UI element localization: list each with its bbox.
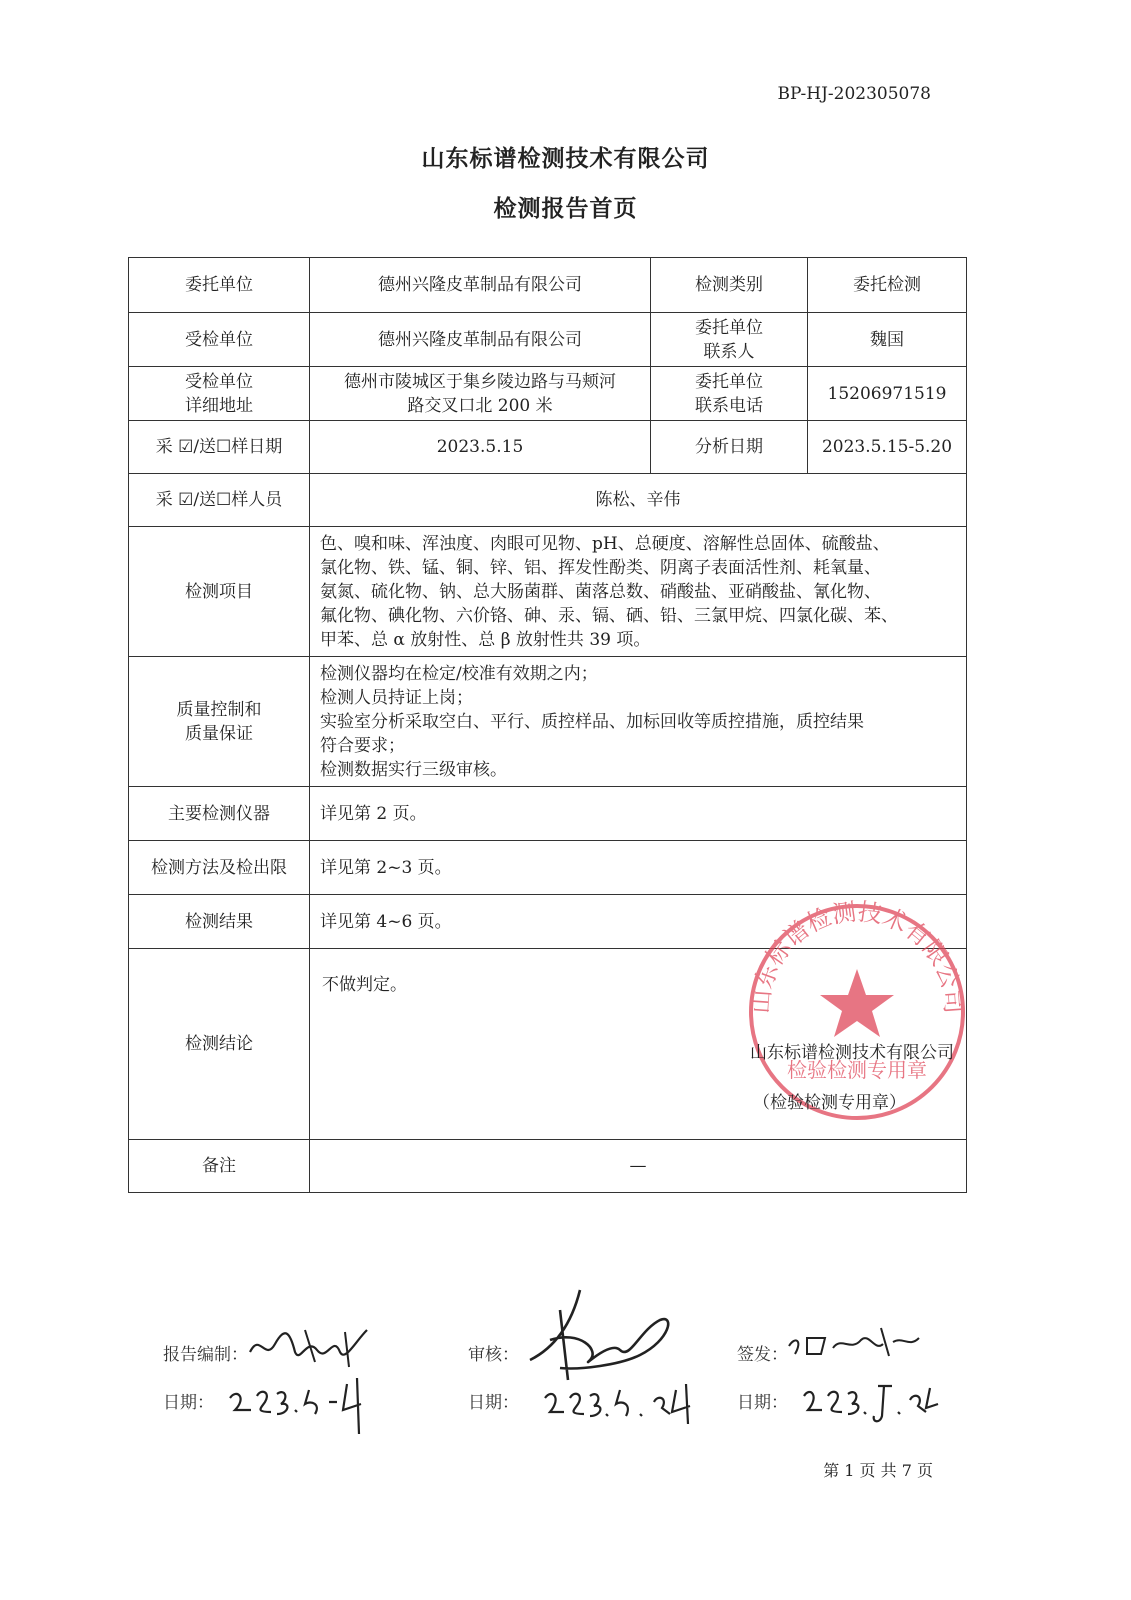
qc-label-line1: 质量控制和	[176, 699, 262, 720]
address-label	[129, 367, 310, 421]
analysis-date-label: 分析日期	[651, 421, 808, 474]
items-line: 氯化物、铁、锰、铜、锌、铝、挥发性酚类、阴离子表面活性剂、耗氧量、	[320, 557, 881, 578]
contact-label-line2: 联系人	[703, 341, 755, 362]
remarks-value: —	[310, 1140, 967, 1193]
address-line1: 德州市陵城区于集乡陵边路与马颊河	[344, 371, 616, 392]
analysis-date-value: 2023.5.15-5.20	[808, 421, 967, 474]
compiler-label: 报告编制：	[163, 1345, 248, 1365]
test-type-value: 委托检测	[808, 258, 967, 313]
reviewer-date-handwriting-icon	[540, 1372, 700, 1432]
items-line: 氟化物、碘化物、六价铬、砷、汞、镉、硒、铅、三氯甲烷、四氯化碳、苯、	[320, 605, 898, 626]
qc-value	[310, 657, 967, 787]
issuer-label: 签发：	[737, 1345, 788, 1365]
seal-company-text: 山东标谱检测技术有限公司	[750, 1043, 954, 1063]
inspected-unit-label: 受检单位	[129, 313, 310, 367]
instruments-value: 详见第 2 页。	[310, 787, 967, 841]
qc-label-line2: 质量保证	[185, 723, 253, 744]
client-label: 委托单位	[129, 258, 310, 313]
inspected-unit-value: 德州兴隆皮革制品有限公司	[310, 313, 651, 367]
table-row	[129, 657, 967, 787]
compiler-signature-icon	[245, 1322, 375, 1372]
seal-note-text: （检验检测专用章）	[753, 1093, 906, 1113]
table-row	[129, 421, 967, 474]
contact-label	[651, 313, 808, 367]
sample-date-value: 2023.5.15	[310, 421, 651, 474]
phone-label	[651, 367, 808, 421]
items-line: 甲苯、总 α 放射性、总 β 放射性共 39 项。	[320, 629, 651, 650]
qc-line: 检测数据实行三级审核。	[320, 759, 507, 780]
compiler-date-handwriting-icon	[225, 1368, 385, 1438]
address-line2: 路交叉口北 200 米	[407, 395, 553, 416]
seal-ring-text: 山东标谱检测技术有限公司	[746, 899, 968, 1015]
items-label: 检测项目	[129, 527, 310, 657]
conclusion-text: 不做判定。	[322, 975, 407, 995]
table-row	[129, 474, 967, 527]
table-row	[129, 949, 967, 1140]
test-type-label: 检测类别	[651, 258, 808, 313]
report-summary-table	[128, 257, 967, 1193]
table-row	[129, 1140, 967, 1193]
issuer-signature-icon	[785, 1318, 925, 1368]
reviewer-date-label: 日期：	[468, 1393, 519, 1413]
contact-value: 魏国	[808, 313, 967, 367]
phone-label-line1: 委托单位	[695, 371, 763, 392]
instruments-label: 主要检测仪器	[129, 787, 310, 841]
table-row	[129, 367, 967, 421]
contact-label-line1: 委托单位	[695, 317, 763, 338]
table-row	[129, 527, 967, 657]
phone-label-line2: 联系电话	[695, 395, 763, 416]
table-row	[129, 841, 967, 895]
client-value: 德州兴隆皮革制品有限公司	[310, 258, 651, 313]
methods-label: 检测方法及检出限	[129, 841, 310, 895]
phone-value: 15206971519	[808, 367, 967, 421]
qc-line: 符合要求；	[320, 735, 405, 756]
results-label: 检测结果	[129, 895, 310, 949]
conclusion-label: 检测结论	[129, 949, 310, 1140]
items-value	[310, 527, 967, 657]
company-name: 山东标谱检测技术有限公司	[421, 145, 710, 172]
results-value: 详见第 4~6 页。	[310, 895, 967, 949]
reviewer-label: 审核：	[468, 1345, 519, 1365]
report-number: BP-HJ-202305078	[777, 84, 931, 104]
items-line: 氨氮、硫化物、钠、总大肠菌群、菌落总数、硝酸盐、亚硝酸盐、氰化物、	[320, 581, 881, 602]
issuer-date-label: 日期：	[737, 1393, 788, 1413]
address-value	[310, 367, 651, 421]
sampler-label: 采 ☑/送☐样人员	[129, 474, 310, 527]
table-row	[129, 313, 967, 367]
address-label-line2: 详细地址	[185, 395, 253, 416]
table-row	[129, 787, 967, 841]
table-row	[129, 258, 967, 313]
seal-inner-text: 检验检测专用章	[787, 1058, 927, 1082]
remarks-label: 备注	[129, 1140, 310, 1193]
items-line: 色、嗅和味、浑浊度、肉眼可见物、pH、总硬度、溶解性总固体、硫酸盐、	[320, 533, 890, 554]
page-title: 检测报告首页	[493, 195, 638, 222]
page-number: 第 1 页 共 7 页	[823, 1461, 933, 1480]
address-label-line1: 受检单位	[185, 371, 253, 392]
qc-line: 检测人员持证上岗；	[320, 687, 473, 708]
compiler-date-label: 日期：	[163, 1393, 214, 1413]
qc-line: 检测仪器均在检定/校准有效期之内；	[320, 663, 598, 684]
seal-star-icon	[820, 969, 894, 1037]
methods-value: 详见第 2~3 页。	[310, 841, 967, 895]
sample-date-label: 采 ☑/送☐样日期	[129, 421, 310, 474]
qc-label	[129, 657, 310, 787]
issuer-date-handwriting-icon	[800, 1370, 940, 1430]
qc-line: 实验室分析采取空白、平行、质控样品、加标回收等质控措施，质控结果	[320, 711, 864, 732]
sampler-value: 陈松、辛伟	[310, 474, 967, 527]
